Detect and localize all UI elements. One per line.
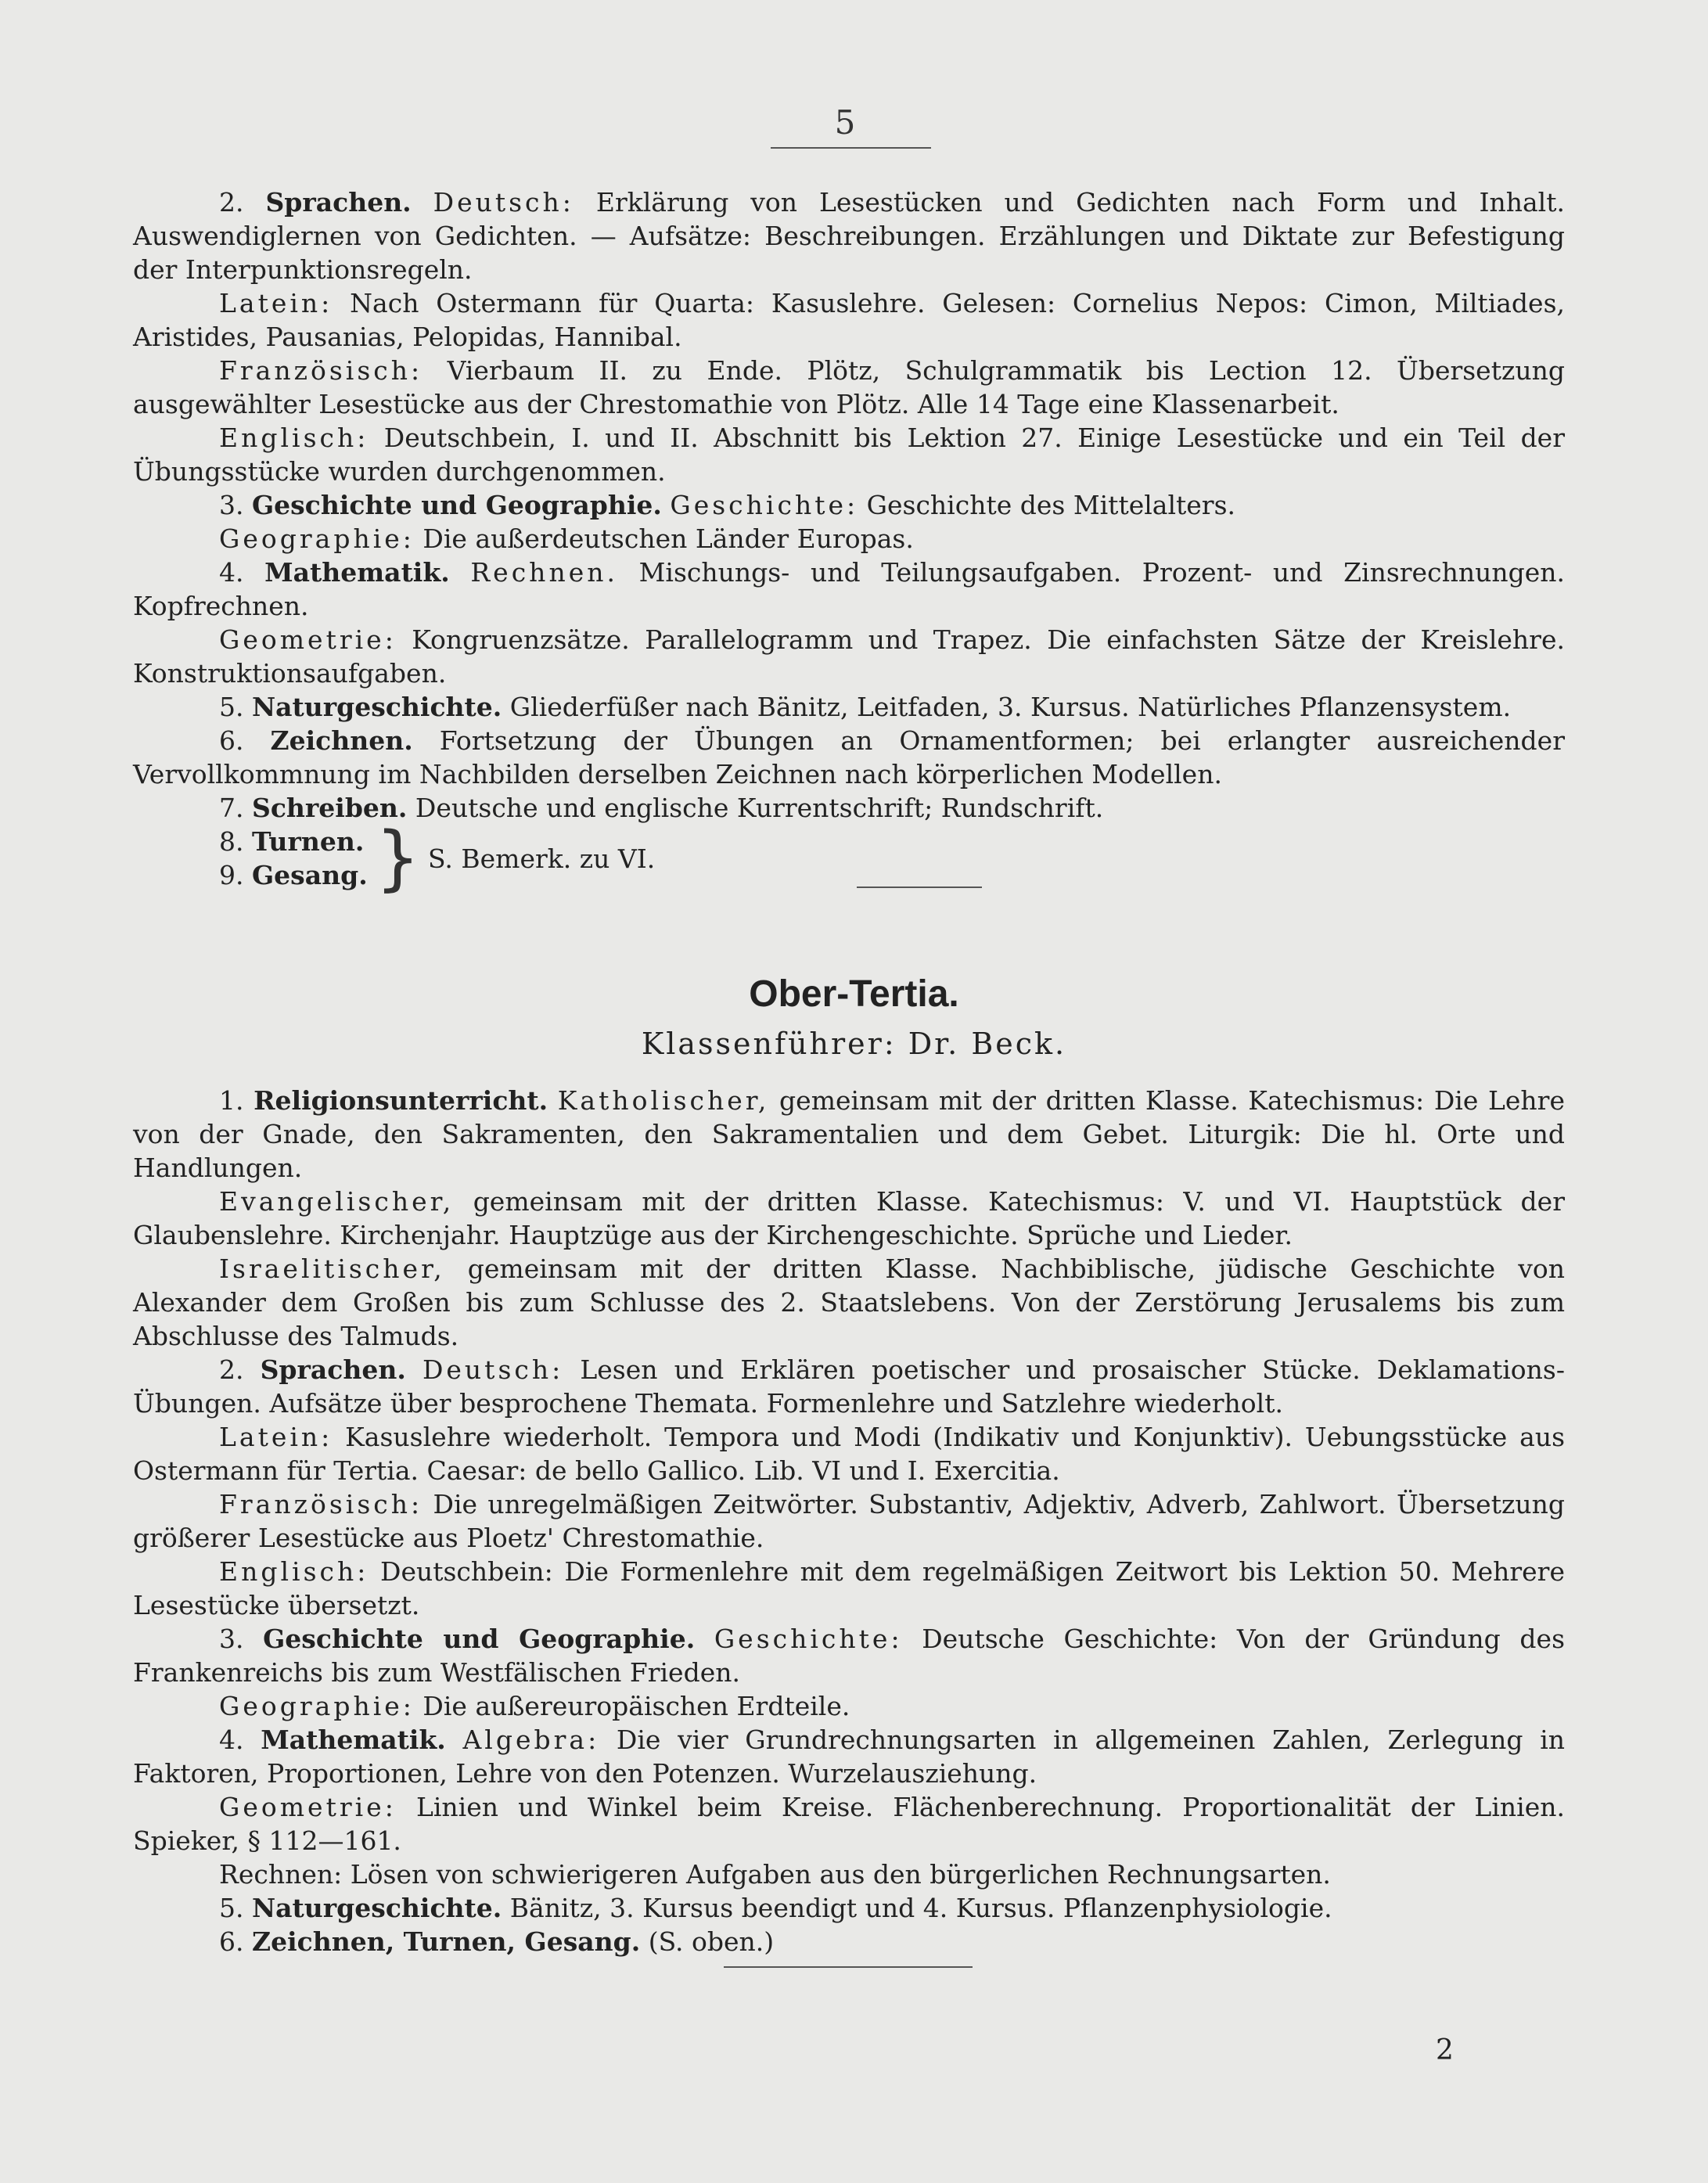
paragraph: Geometrie: Kongruenzsätze. Parallelogramm und Trapez. Die einfachsten Sätze der Kreislehre. Konstruktionsaufgaben. xyxy=(133,624,1565,689)
signature-number: 2 xyxy=(1436,2034,1454,2066)
paragraph: 5. Naturgeschichte. Gliederfüßer nach Bänitz, Leitfaden, 3. Kursus. Natürliches Pflanzensystem. xyxy=(219,692,1512,722)
class-leader: Klassenführer: Dr. Beck. xyxy=(641,1027,1067,1061)
paragraph: 1. Religionsunterricht. Katholischer, gemeinsam mit der dritten Klasse. Katechismus: Die Lehre von der Gnade, den Sakramenten, den Sakramentalien und dem Gebet. Liturgik: Die hl. Orte und Handlungen. xyxy=(133,1085,1565,1183)
paragraph: 3. Geschichte und Geographie. Geschichte: Deutsche Geschichte: Von der Gründung des Frankenreichs bis zum Westfälischen Frieden. xyxy=(133,1624,1565,1688)
paragraph: 6. Zeichnen. Fortsetzung der Übungen an Ornamentformen; bei erlangter ausreichender Vervollkommnung im Nachbilden derselben Zeichnen nach körperlichen Modellen. xyxy=(133,725,1565,789)
paragraph: Geometrie: Linien und Winkel beim Kreise. Flächenberechnung. Proportionalität der Linien. Spieker, § 112—161. xyxy=(133,1792,1565,1856)
paragraph: Englisch: Deutschbein: Die Formenlehre mit dem regelmäßigen Zeitwort bis Lektion 50. Mehrere Lesestücke übersetzt. xyxy=(133,1556,1565,1620)
paragraph: Französisch: Vierbaum II. zu Ende. Plötz, Schulgrammatik bis Lection 12. Übersetzung ausgewählter Lesestücke aus der Chrestomathie von Plötz. Alle 14 Tage eine Klassenarbeit. xyxy=(133,355,1565,419)
page-number: 5 xyxy=(834,103,856,142)
paragraph: Rechnen: Lösen von schwierigeren Aufgaben aus den bürgerlichen Rechnungsarten. xyxy=(219,1859,1331,1890)
paragraph: Englisch: Deutschbein, I. und II. Abschnitt bis Lektion 27. Einige Lesestücke und ein Teil der Übungsstücke wurden durchgenommen. xyxy=(133,423,1565,487)
paragraph: 2. Sprachen. Deutsch: Lesen und Erklären poetischer und prosaischer Stücke. Deklamations-Übungen. Aufsätze über besprochene Themata. Formenlehre und Satzlehre wiederholt. xyxy=(133,1354,1565,1419)
brace-symbol: } xyxy=(375,817,420,899)
paragraph: Geographie: Die außerdeutschen Länder Europas. xyxy=(219,523,914,554)
paragraph: Französisch: Die unregelmäßigen Zeitwörter. Substantiv, Adjektiv, Adverb, Zahlwort. Übersetzung größerer Lesestücke aus Ploetz' Chrestomathie. xyxy=(133,1489,1565,1553)
paragraph: 2. Sprachen. Deutsch: Erklärung von Lesestücken und Gedichten nach Form und Inhalt. Auswendiglernen von Gedichten. — Aufsätze: Beschreibungen. Erzählungen und Diktate zur Befestigung der Interpunktionsregeln. xyxy=(133,187,1565,285)
paragraph: Geographie: Die außereuropäischen Erdteile. xyxy=(219,1691,850,1721)
paragraph: 6. Zeichnen, Turnen, Gesang. (S. oben.) xyxy=(219,1926,775,1957)
paragraph: 4. Mathematik. Rechnen. Mischungs- und Teilungsaufgaben. Prozent- und Zinsrechnungen. Kopfrechnen. xyxy=(133,557,1565,621)
paragraph: Israelitischer, gemeinsam mit der dritten Klasse. Nachbiblische, jüdische Geschichte von Alexander dem Großen bis zum Schlusse des 2. Staatslebens. Von der Zerstörung Jerusalems bis zum Abschlusse des Talmuds. xyxy=(133,1253,1565,1351)
paragraph: 5. Naturgeschichte. Bänitz, 3. Kursus beendigt und 4. Kursus. Pflanzenphysiologie. xyxy=(219,1893,1332,1923)
paragraph: Latein: Kasuslehre wiederholt. Tempora und Modi (Indikativ und Konjunktiv). Uebungsstücke aus Ostermann für Tertia. Caesar: de bello Gallico. Lib. VI und I. Exercitia. xyxy=(133,1422,1566,1486)
quarta-curriculum xyxy=(133,185,1565,899)
paragraph: 7. Schreiben. Deutsche und englische Kurrentschrift; Rundschrift. xyxy=(219,793,1104,823)
paragraph: Latein: Nach Ostermann für Quarta: Kasuslehre. Gelesen: Cornelius Nepos: Cimon, Miltiades, Aristides, Pausanias, Pelopidas, Hannibal. xyxy=(133,288,1565,352)
paragraph: 4. Mathematik. Algebra: Die vier Grundrechnungsarten in allgemeinen Zahlen, Zerlegung in Faktoren, Proportionen, Lehre von den Potenzen. Wurzelausziehung. xyxy=(133,1724,1565,1789)
class-title: Ober-Tertia. xyxy=(749,973,959,1015)
section-rule xyxy=(857,887,982,888)
paragraph: 3. Geschichte und Geographie. Geschichte: Geschichte des Mittelalters. xyxy=(219,490,1236,520)
brace-group: 8. Turnen. 9. Gesang. } S. Bemerk. zu VI. xyxy=(219,817,656,899)
ober-tertia-curriculum xyxy=(133,1084,1565,1958)
header-rule xyxy=(771,147,931,149)
paragraph: Evangelischer, gemeinsam mit der dritten Klasse. Katechismus: V. und VI. Hauptstück der Glaubenslehre. Kirchenjahr. Hauptzüge aus der Kirchengeschichte. Sprüche und Lieder. xyxy=(133,1186,1565,1250)
footer-rule xyxy=(724,1966,973,1968)
